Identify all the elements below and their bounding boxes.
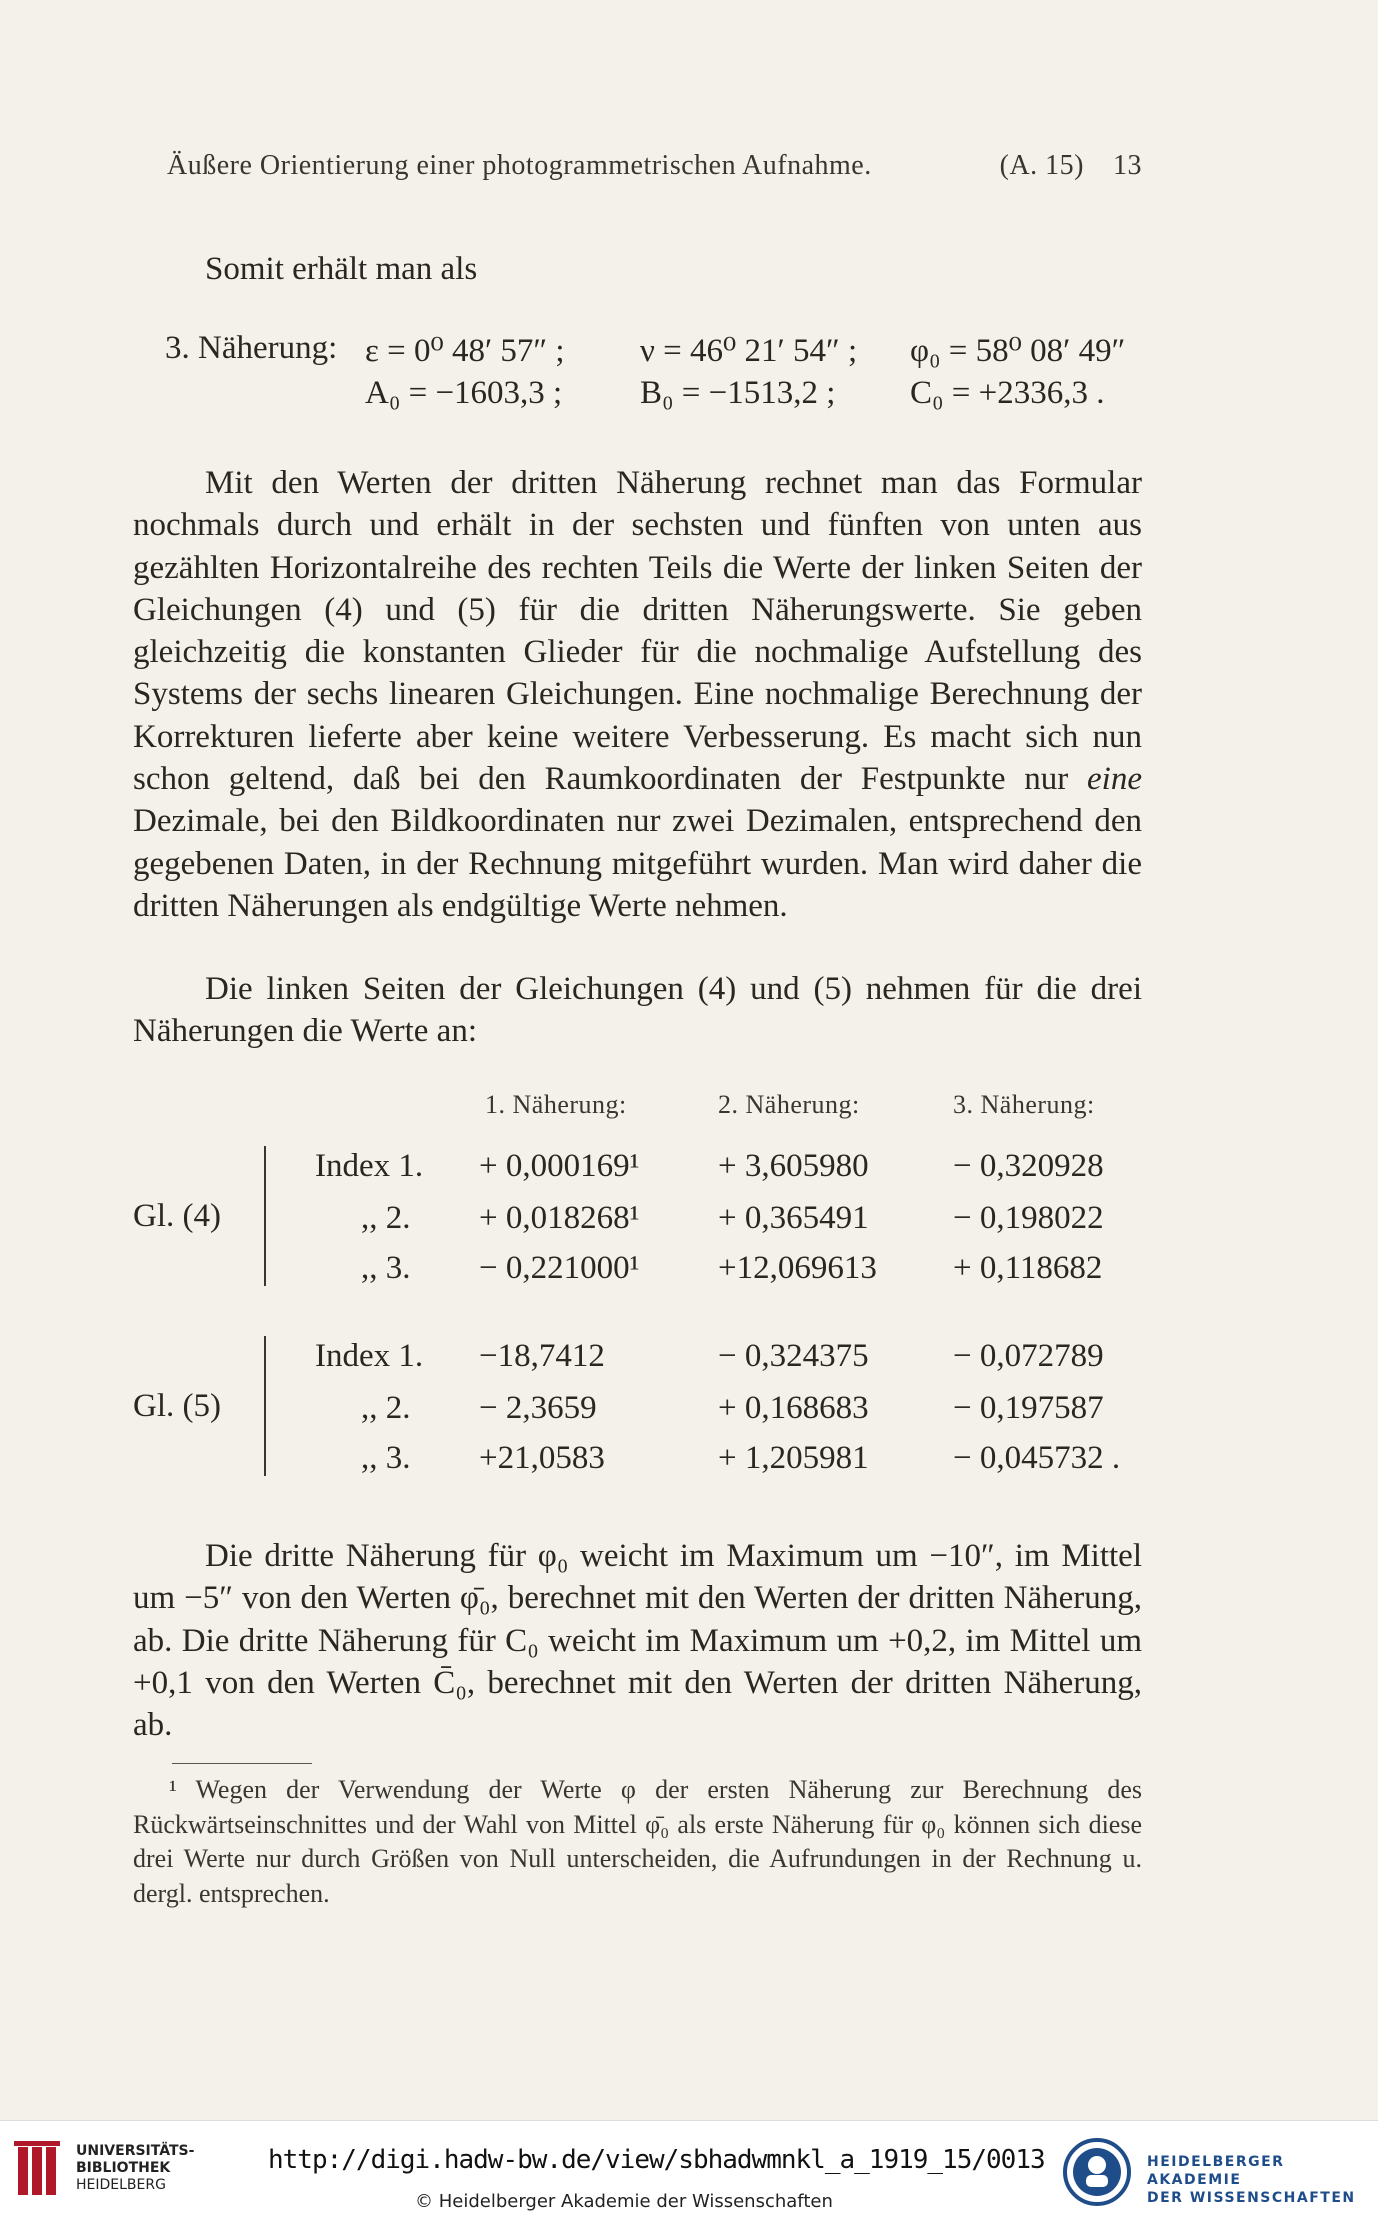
paragraph-1-text-a: Mit den Werten der dritten Näherung rechnet man das Formular nochmals durch und erhält in der sechsten und fünften von unten aus gezählten Horizontalreihe des rechten Teils die Werte der linken Seiten der Gleichungen (4) und (5) für die dritten Näherungswerte. Sie geben gleichzeitig die konstanten Glieder für die nochmalige Aufstellung des Systems der sechs linearen Gleichungen. Eine nochmalige Berechnung der Korrekturen lieferte aber keine weitere Verbesserung. Es macht sich nun schon geltend, daß bei den Raumkoordinaten der Festpunkte nur [133,465,1142,798]
paragraph-2: Die linken Seiten der Gleichungen (4) und (5) nehmen für die drei Näherungen die Werte an: [133,971,1142,1050]
paragraph-1-emphasis: eine [1087,761,1142,798]
academy-name-line1: HEIDELBERGER AKADEMIE [1147,2154,1285,2188]
table-header-1: 1. Näherung: [485,1090,627,1119]
paragraph-1 [133,462,1142,927]
approx3-label: 3. Näherung: [165,330,338,366]
table-row-index: Index 1. [315,1148,424,1184]
eq-B0: B₀ = −1513,2 ; [640,375,836,411]
group-label-gl4: Gl. (4) [133,1198,221,1234]
table-header-3: 3. Näherung: [953,1090,1095,1119]
table-cell: + 0,000169¹ [479,1148,640,1184]
table-cell: − 0,072789 [953,1338,1104,1374]
table-cell: + 0,118682 [953,1250,1103,1286]
footer-bar [0,2120,1378,2223]
eq-phi0: φ₀ = 58⁰ 08′ 49″ [910,333,1126,369]
footnote: ¹ Wegen der Verwendung der Werte φ der ersten Näherung zur Berechnung des Rückwärtseinschnittes und der Wahl von Mittel φ̄₀ als erste Näherung für φ₀ können sich diese drei Werte nur durch Größen von Null unterscheiden, die Aufrundungen in der Rechnung u. dergl. entsprechen. [133,1775,1142,1908]
library-name-line3: HEIDELBERG [76,2177,166,2193]
table-cell: + 0,365491 [718,1200,869,1236]
academy-name [1147,2153,1378,2207]
table-cell: − 2,3659 [479,1390,597,1426]
footnote-rule [172,1763,312,1764]
group-label-gl5: Gl. (5) [133,1388,221,1424]
permalink-url[interactable]: http://digi.hadw-bw.de/view/sbhadwmnkl_a_1919_15/0013 [268,2145,1045,2175]
table-row-index: ,, 3. [361,1440,411,1476]
table-cell: + 0,018268¹ [479,1200,640,1236]
table-cell: + 3,605980 [718,1148,869,1184]
page-number: 13 [1113,150,1142,181]
paragraph-1-text-b: Dezimale, bei den Bildkoordinaten nur zwei Dezimalen, entsprechend den gegebenen Daten, in der Rechnung mitgeführt wurden. Man wird daher die dritten Näherungen als endgültige Werte nehmen. [133,803,1142,924]
library-name-line1: UNIVERSITÄTS- [76,2143,195,2159]
paragraph-1-text [133,465,1142,924]
library-name-line2: BIBLIOTHEK [76,2160,171,2176]
brace-gl4 [264,1146,270,1286]
copyright-notice: © Heidelberger Akademie der Wissenschaften [415,2191,833,2212]
library-logo-icon [14,2141,64,2201]
table-row-index: Index 1. [315,1338,424,1374]
table-cell: + 0,168683 [718,1390,869,1426]
academy-name-line2: DER WISSENSCHAFTEN [1147,2190,1356,2206]
table-cell: − 0,197587 [953,1390,1104,1426]
running-head-title: Äußere Orientierung einer photogrammetrischen Aufnahme. [167,150,872,181]
table-row-index: ,, 2. [361,1200,411,1236]
table-cell: +21,0583 [479,1440,605,1476]
paragraph-3: Die dritte Näherung für φ₀ weicht im Maximum um −10″, im Mittel um −5″ von den Werten φ̄₀, berechnet mit den Werten der dritten Näherung, ab. Die dritte Näherung für C₀ weicht im Maximum um +0,2, im Mittel um +0,1 von den Werten C̄₀, berechnet mit den Werten der dritten Näherung, ab. [133,1538,1142,1744]
running-head-section: (A. 15) [999,150,1084,181]
table-cell: − 0,221000¹ [479,1250,640,1286]
table-header-2: 2. Näherung: [718,1090,860,1119]
table-cell: + 1,205981 [718,1440,869,1476]
intro-line: Somit erhält man als [205,251,478,287]
eq-C0: C₀ = +2336,3 . [910,375,1105,411]
brace-gl5 [264,1336,270,1476]
running-head-ref [1000,150,1142,182]
eq-epsilon: ε = 0⁰ 48′ 57″ ; [365,333,565,369]
eq-A0: A₀ = −1603,3 ; [365,375,563,411]
eq-nu: ν = 46⁰ 21′ 54″ ; [640,333,858,369]
table-row-index: ,, 2. [361,1390,411,1426]
table-cell: −18,7412 [479,1338,605,1374]
table-row-index: ,, 3. [361,1250,411,1286]
library-name [76,2143,194,2194]
table-cell: − 0,045732 . [953,1440,1121,1476]
table-cell: − 0,324375 [718,1338,869,1374]
table-cell: − 0,198022 [953,1200,1104,1236]
table-cell: − 0,320928 [953,1148,1104,1184]
academy-seal-icon [1062,2137,1132,2207]
table-cell: +12,069613 [718,1250,877,1286]
